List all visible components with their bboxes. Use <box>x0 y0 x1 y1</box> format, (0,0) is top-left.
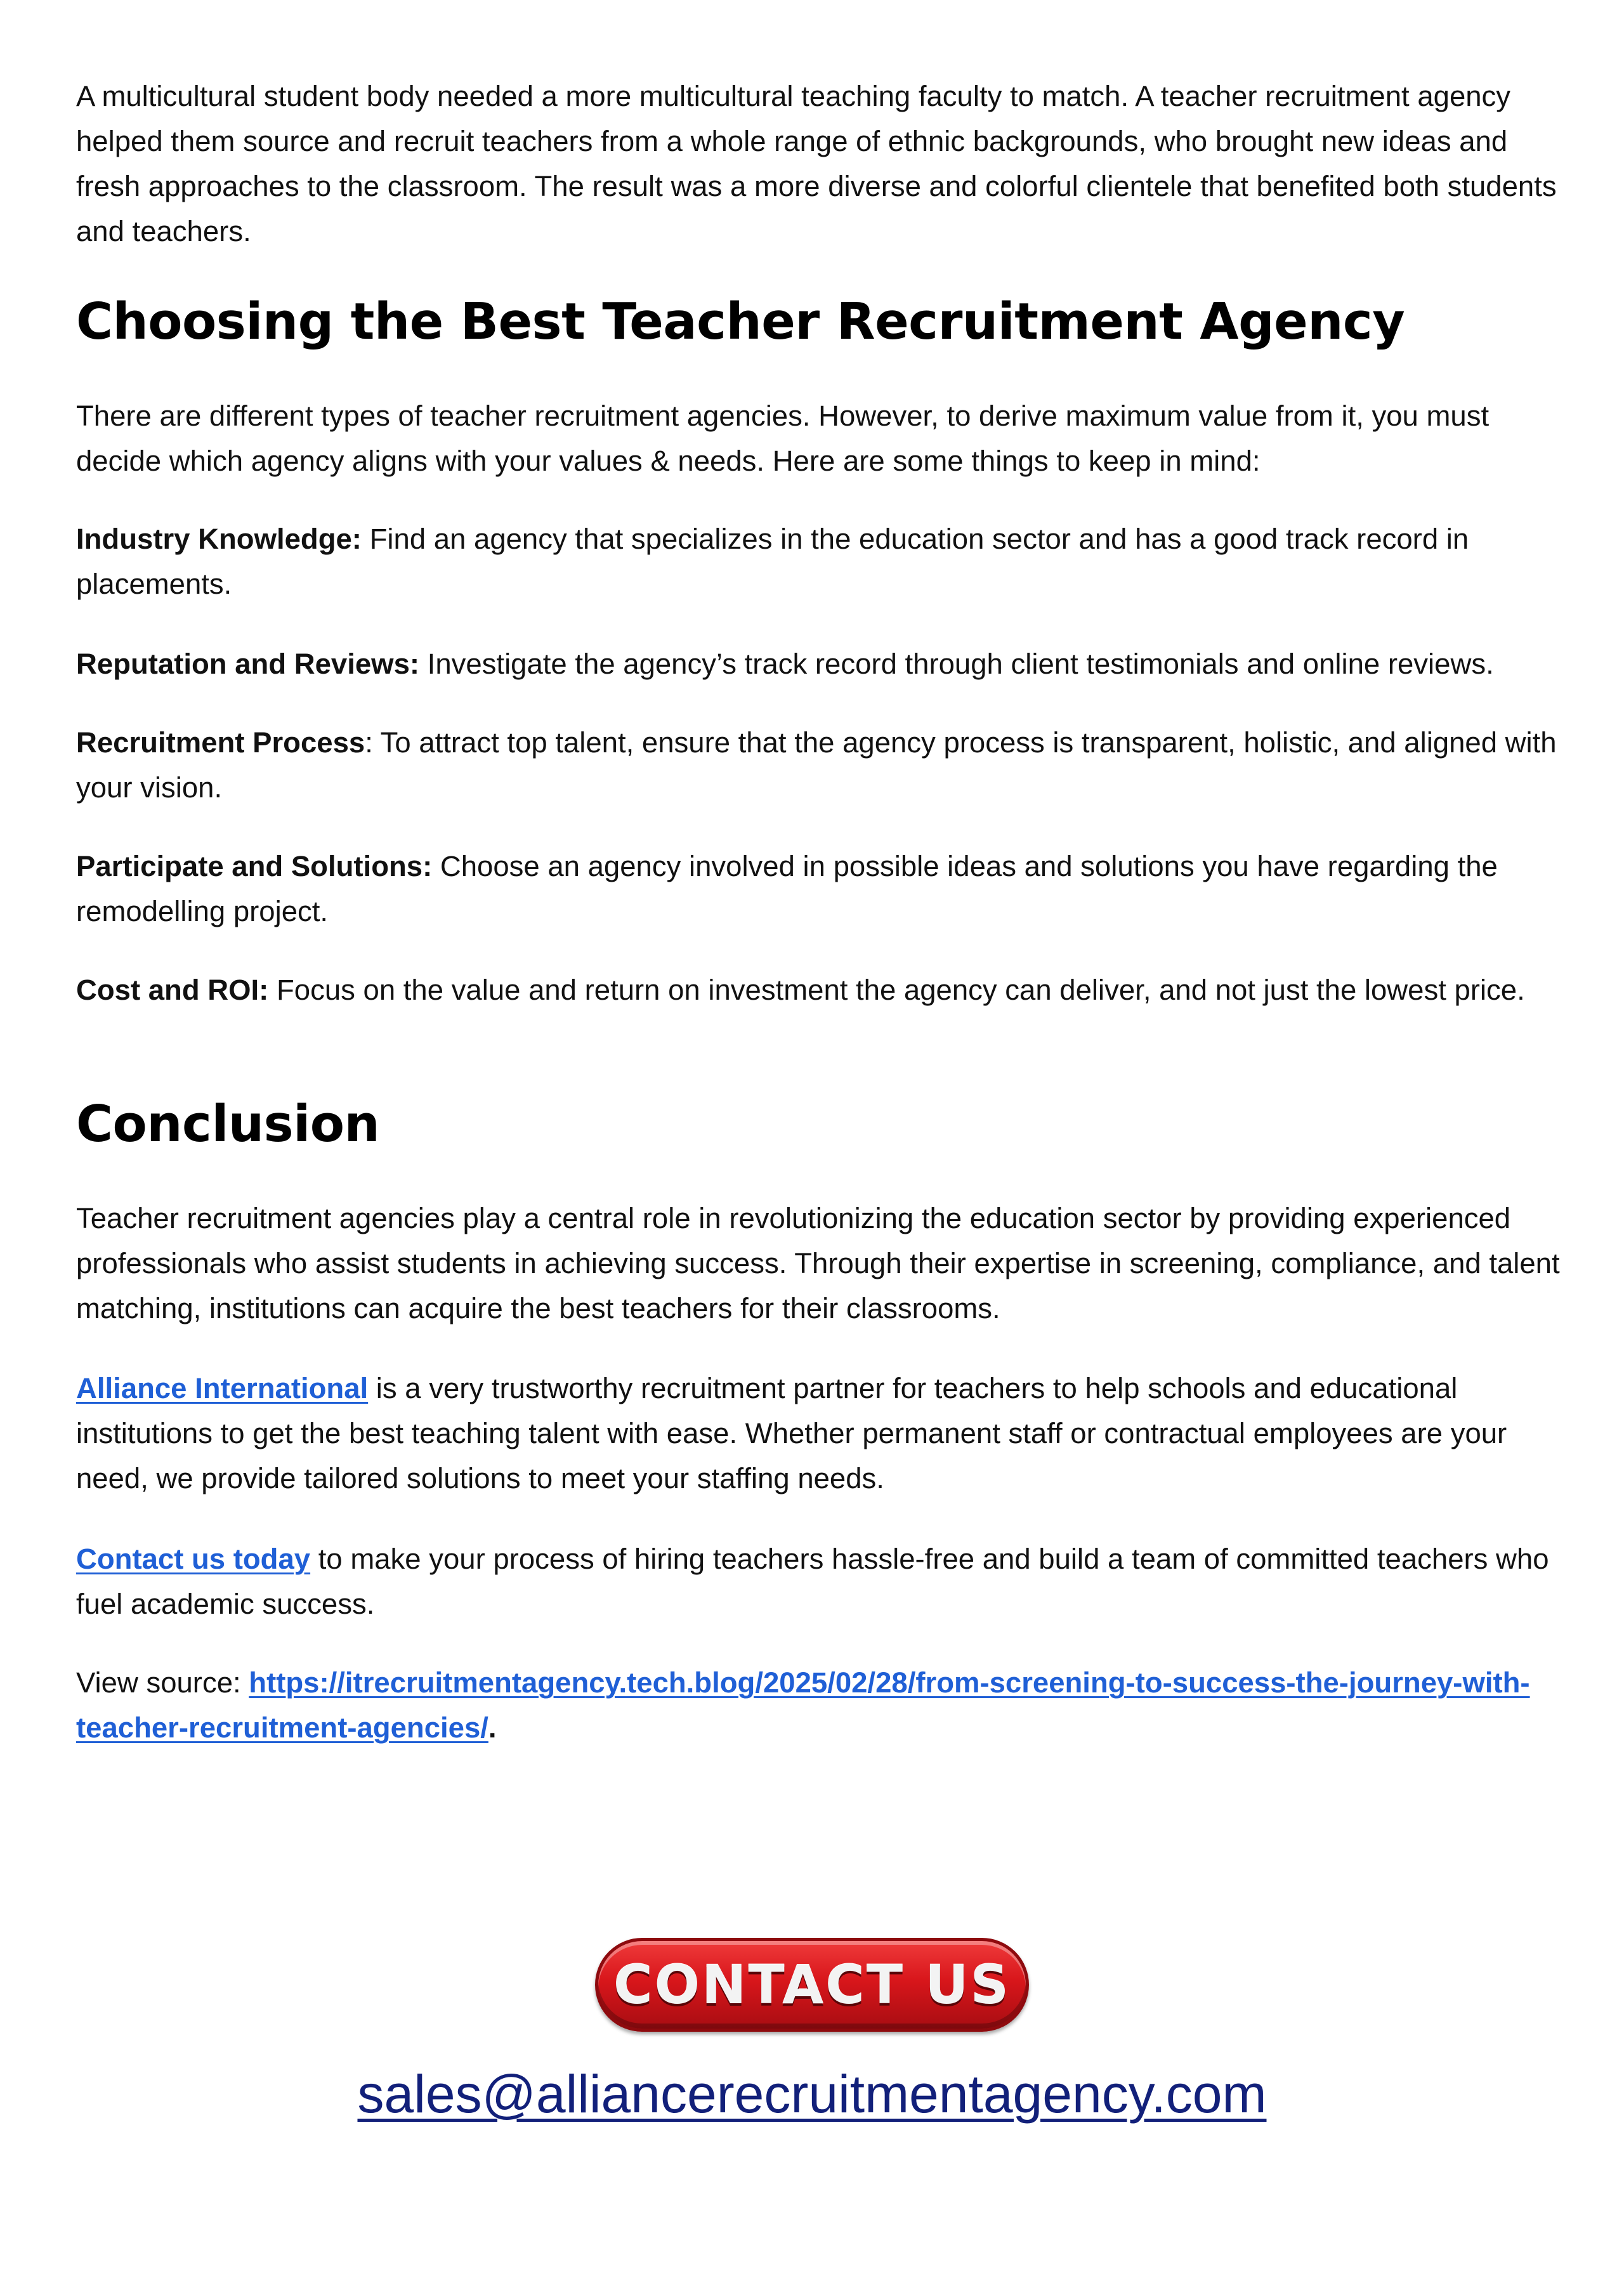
source-suffix: . <box>488 1711 497 1744</box>
list-item-industry-knowledge <box>76 516 1561 606</box>
sales-email-link[interactable]: sales@alliancerecruitmentagency.com <box>357 2064 1267 2124</box>
item-text: Focus on the value and return on investment the agency can deliver, and not just the lowest price. <box>268 974 1525 1006</box>
paragraph-text: is a very trustworthy recruitment partner for teachers to help schools and educational institutions to get the best teaching talent with ease. Whether permanent staff or contractual employees are your need, we provide tailored solutions to meet your staffing needs. <box>76 1372 1507 1494</box>
view-source-line <box>76 1660 1561 1750</box>
alliance-international-link[interactable]: Alliance International <box>76 1372 369 1404</box>
item-term: Industry Knowledge: <box>76 523 362 555</box>
cta-area <box>0 1938 1624 2032</box>
contact-us-button[interactable] <box>595 1938 1029 2032</box>
contact-us-button-label: CONTACT US <box>613 1954 1011 2016</box>
list-item-reputation <box>76 641 1494 686</box>
item-term: Cost and ROI: <box>76 974 269 1006</box>
email-area <box>0 2063 1624 2125</box>
conclusion-paragraph-3 <box>76 1536 1561 1626</box>
section-heading-choosing: Choosing the Best Teacher Recruitment Agency <box>76 292 1405 351</box>
conclusion-paragraph-1: Teacher recruitment agencies play a central role in revolutionizing the education sector by providing experienced professionals who assist students in achieving success. Through their expertise in screening, compliance, and talent matching, institutions can acquire the best teachers for their classrooms. <box>76 1202 1560 1324</box>
item-term: Recruitment Process <box>76 726 365 759</box>
item-text: Choose an agency involved in possible ideas and solutions you have regarding the remodelling project. <box>76 850 1498 927</box>
item-term: Reputation and Reviews: <box>76 648 420 680</box>
choosing-intro-paragraph: There are different types of teacher recruitment agencies. However, to derive maximum value from it, you must decide which agency aligns with your values & needs. Here are some things to keep in mind: <box>76 400 1490 477</box>
source-label: View source: <box>76 1666 249 1699</box>
contact-us-today-link[interactable]: Contact us today <box>76 1543 311 1575</box>
source-url-link[interactable]: https://itrecruitmentagency.tech.blog/2025/02/28/from-screening-to-success-the-journey-with-teacher-recruitment-agencies/ <box>76 1666 1530 1744</box>
list-item-recruitment-process <box>76 720 1561 810</box>
item-term: Participate and Solutions: <box>76 850 433 882</box>
item-text: Investigate the agency’s track record through client testimonials and online reviews. <box>419 648 1494 680</box>
conclusion-paragraph-2 <box>76 1366 1561 1501</box>
section-heading-conclusion: Conclusion <box>76 1095 380 1153</box>
list-item-cost-roi <box>76 967 1525 1012</box>
list-item-participate <box>76 844 1561 934</box>
intro-paragraph: A multicultural student body needed a more multicultural teaching faculty to match. A teacher recruitment agency helped them source and recruit teachers from a whole range of ethnic backgrounds, who brought new ideas and fresh approaches to the classroom. The result was a more diverse and colorful clientele that benefited both students and teachers. <box>76 80 1557 247</box>
paragraph-text: to make your process of hiring teachers hassle-free and build a team of committed teachers who fuel academic success. <box>76 1543 1549 1620</box>
item-text: Find an agency that specializes in the education sector and has a good track record in placements. <box>76 523 1469 600</box>
item-text: : To attract top talent, ensure that the agency process is transparent, holistic, and aligned with your vision. <box>76 726 1557 804</box>
